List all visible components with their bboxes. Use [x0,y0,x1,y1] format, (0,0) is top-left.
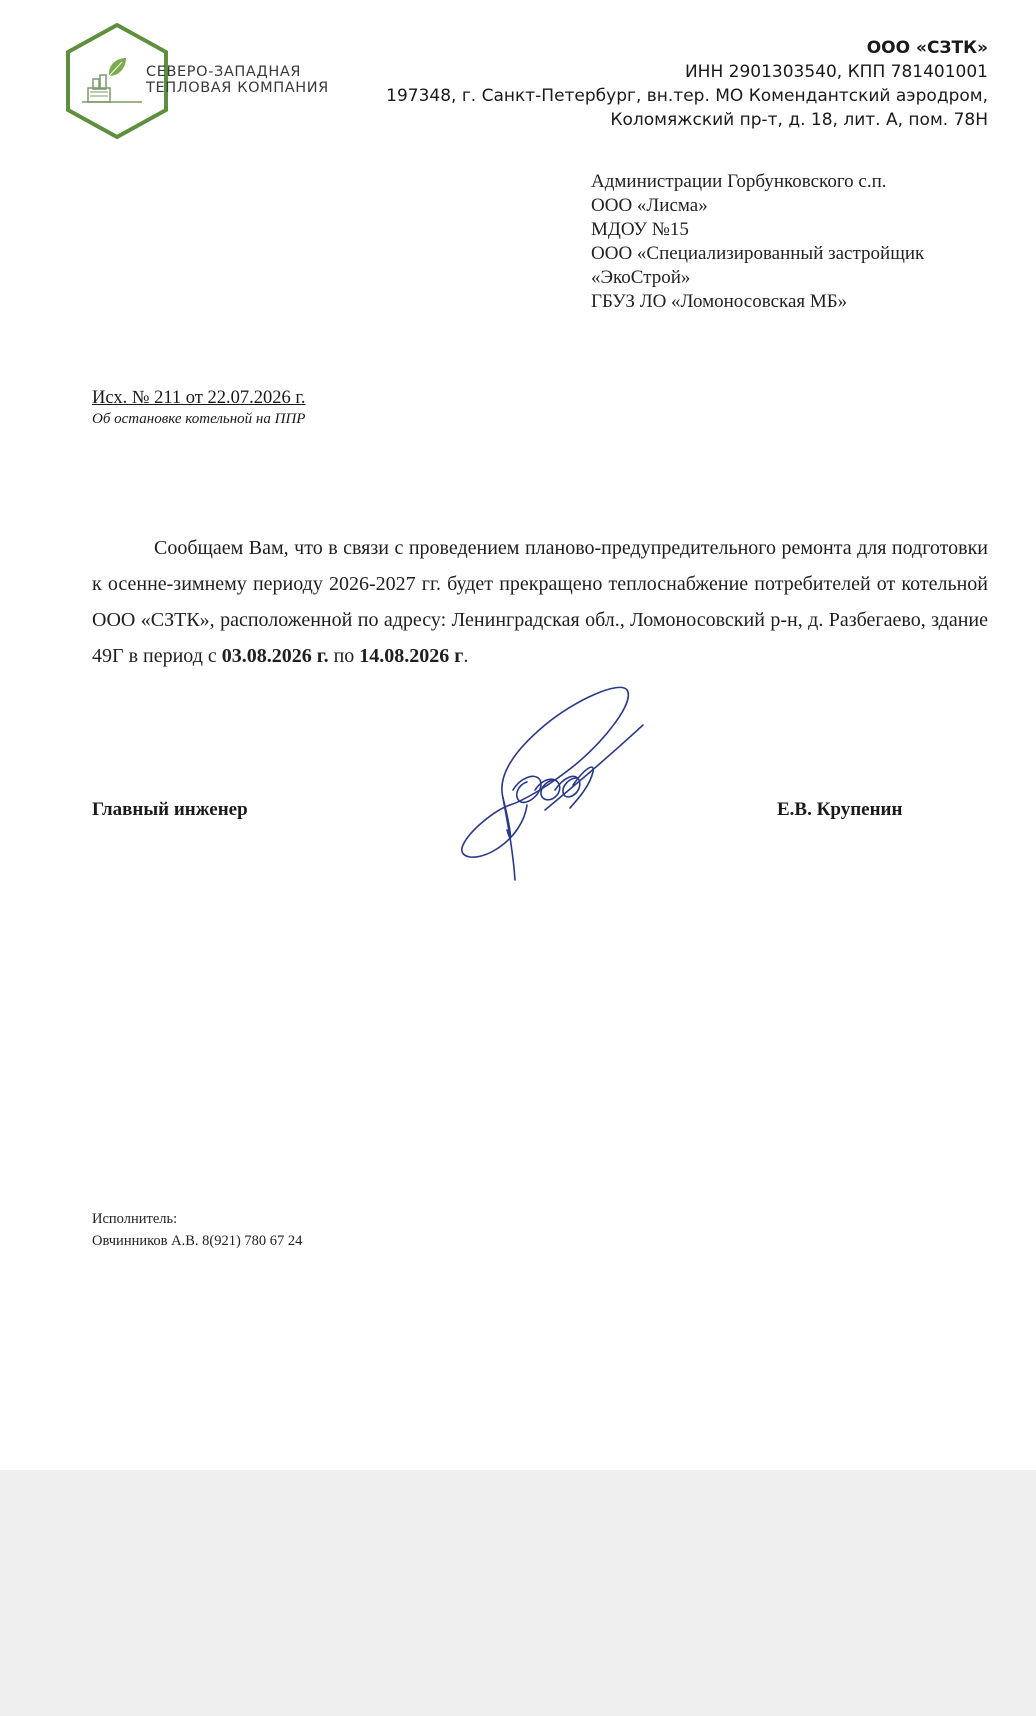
recipients-block [591,170,924,314]
viewer-background [0,1470,1036,1716]
body-main-text: Сообщаем Вам, что в связи с проведением планово-предупредительного ремонта для подготовки к осенне-зимнему периоду 2026-2027 гг. будет прекращено теплоснабжение потребителей от котельной ООО «СЗТК», расположенной по адресу: Ленинградская обл., Ломоносовский р-н, д. Разбегаево, здание 49Г в период с [92,537,988,667]
date-from: 03.08.2026 г. [221,645,329,667]
logo-line-2: ТЕПЛОВАЯ КОМПАНИЯ [146,80,329,96]
reference-number: Исх. № 211 от 22.07.2026 г. [92,388,306,408]
body-between: по [328,645,360,667]
company-logo [62,22,362,142]
recipient-line: МДОУ №15 [591,219,689,240]
logo-line-1: СЕВЕРО-ЗАПАДНАЯ [146,64,302,80]
executor-contact: Овчинников А.В. 8(921) 780 67 24 [92,1233,303,1249]
letter-body [92,530,988,674]
body-paragraph [92,530,988,674]
executor-label: Исполнитель: [92,1211,178,1227]
recipient-line: ООО «Лисма» [591,195,708,216]
reference-subject: Об остановке котельной на ППР [92,411,306,427]
company-header [386,36,988,132]
company-address-line-2: Коломяжский пр-т, д. 18, лит. А, пом. 78Н [610,110,988,130]
logo-text [146,64,329,96]
signatory-name: Е.В. Крупенин [777,799,903,820]
reference-block [92,388,306,428]
company-address-line-1: 197348, г. Санкт-Петербург, вн.тер. МО Комендантский аэродром, [386,86,988,106]
company-tax-ids: ИНН 2901303540, КПП 781401001 [684,62,988,82]
recipient-line: ООО «Специализированный застройщик [591,243,925,264]
company-name: ООО «СЗТК» [866,38,988,58]
body-end: . [463,645,469,667]
signatory-title: Главный инженер [92,799,248,820]
date-to: 14.08.2026 г [359,645,464,667]
executor-block [92,1208,302,1252]
recipient-line: ГБУЗ ЛО «Ломоносовская МБ» [591,291,848,312]
recipient-line: Администрации Горбунковского с.п. [591,171,887,192]
handwritten-signature [455,680,665,895]
recipient-line: «ЭкоСтрой» [591,267,691,288]
